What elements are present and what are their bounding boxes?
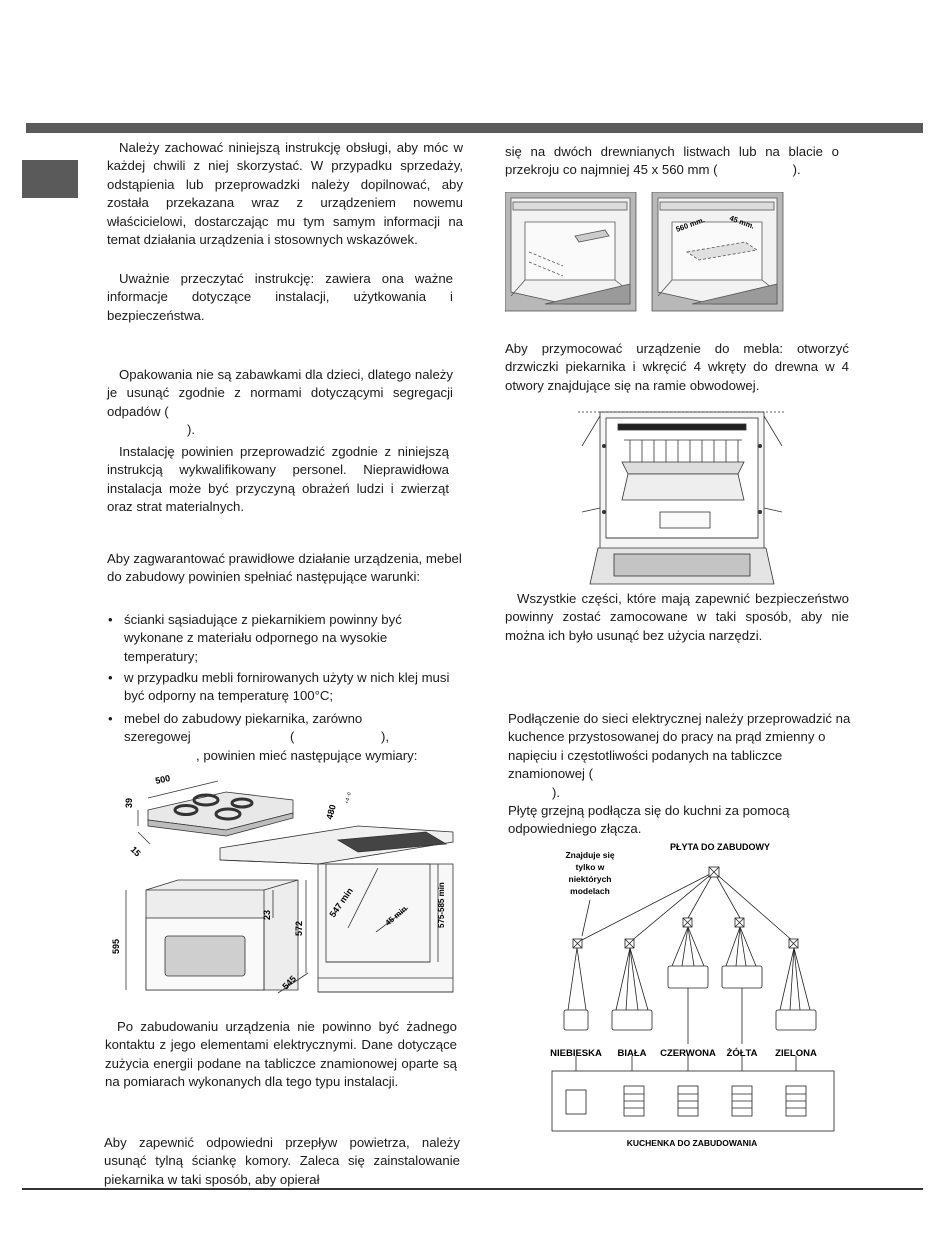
footer-line	[22, 1188, 923, 1190]
header-bar	[26, 123, 923, 133]
para-strips	[505, 143, 839, 180]
para-keep-manual	[107, 139, 463, 249]
cabinet-box	[318, 864, 453, 992]
para-read-instructions	[107, 270, 453, 325]
text: Wszystkie części, które mają zapewnić bezpieczeństwo powinny zostać zamocowane w taki sposób, aby nie można ich było usunąć bez użycia narzędzi.	[505, 591, 849, 643]
bullet-dimensions	[108, 710, 460, 766]
wiring-bottom-label: KUCHENKA DO ZABUDOWANIA	[626, 1138, 758, 1148]
bullet-dot: •	[108, 711, 113, 726]
dim-15: 15	[128, 844, 143, 859]
note-line-2: tylko w	[575, 862, 605, 872]
dim-23: 23	[262, 909, 272, 920]
connector-white	[612, 1010, 652, 1030]
built-in-dimensions-diagram	[108, 768, 458, 1013]
connector-green	[776, 1010, 816, 1030]
rear-plate	[660, 512, 710, 528]
text: , powinien mieć następujące wymiary:	[196, 747, 418, 763]
text: mebel do zabudowy piekarnika, zarówno	[124, 711, 363, 726]
text: Aby zapewnić odpowiedni przepływ powietrza, należy usunąć tylną ściankę komory. Zaleca się zainstalowanie piekarnika w taki sposób, aby opierał	[104, 1135, 460, 1187]
dim-547: 547 min	[327, 885, 355, 920]
section-tab	[22, 160, 78, 198]
dim-572: 572	[294, 920, 304, 936]
text: ).	[552, 784, 561, 800]
bullet-dot: •	[108, 612, 113, 627]
para-furniture	[107, 550, 463, 587]
wiring-diagram	[548, 838, 838, 1154]
connector-red	[668, 966, 708, 988]
text: w przypadku mebli fornirowanych użyty w nich klej musi być odporny na temperaturę 100°C;	[124, 670, 450, 704]
dim-595: 595	[111, 938, 121, 954]
text: (	[290, 729, 295, 745]
text: ).	[187, 422, 196, 438]
text: ),	[381, 729, 390, 745]
bullet-walls	[108, 611, 460, 666]
text: Podłączenie do sieci elektrycznej należy przeprowadzić na kuchence przystosowanej do pracy na prąd zmienny o napięciu i częstotliwości podanych na tabliczce znamionowej (	[508, 711, 851, 782]
wiring-top-label: PŁYTA DO ZABUDOWY	[670, 842, 770, 852]
screw-hole-3	[758, 444, 762, 448]
dim-480-tolerance: +4 -0	[344, 791, 353, 805]
oven-tray	[622, 474, 744, 500]
note-line-1: Znajduje się	[565, 850, 615, 860]
dim-45: 45 min	[383, 904, 409, 928]
para-packaging	[107, 366, 453, 440]
text: ).	[792, 162, 801, 178]
text: ścianki sąsiadujące z piekarnikiem powinny być wykonane z materiału odpornego na wysokie temperatury;	[124, 612, 402, 664]
para-safety-parts	[505, 590, 849, 645]
dim-480: 480	[324, 803, 338, 821]
label-green: ZIELONA	[775, 1048, 817, 1059]
text: Opakowania nie są zabawkami dla dzieci, dlatego należy je usunąć zgodnie z normami dotyczącymi segregacji odpadów (	[107, 367, 453, 419]
text: Aby zagwarantować prawidłowe działanie urządzenia, mebel do zabudowy powinien spełniać następujące warunki:	[107, 551, 462, 585]
text: Uważnie przeczytać instrukcję: zawiera ona ważne informacje dotyczące instalacji, użytkowania i bezpieczeństwa.	[107, 271, 453, 323]
dim-545: 545	[280, 973, 299, 992]
label-white: BIAŁA	[617, 1048, 647, 1059]
dim-575-585: 575-585 min	[437, 882, 446, 928]
oven-window	[165, 936, 245, 976]
dim-45mm: 45 mm.	[728, 213, 756, 231]
bullet-dot: •	[108, 670, 113, 685]
para-after-install	[105, 1018, 457, 1092]
screw-hole-1	[602, 444, 606, 448]
dim-39: 39	[124, 797, 134, 808]
text: Po zabudowaniu urządzenia nie powinno być żadnego kontaktu z jego elementami elektrycznymi. Dane dotyczące zużycia energii podane na tabliczce znamionowej oparte są na pomiarach wykonanych dla tego typu instalacji.	[105, 1019, 457, 1090]
door-glass	[614, 554, 750, 576]
para-installation	[107, 443, 449, 517]
bullet-glue	[108, 669, 460, 706]
label-red: CZERWONA	[660, 1048, 716, 1059]
label-yellow: ŻÓŁTA	[726, 1048, 758, 1059]
label-blue: NIEBIESKA	[550, 1048, 602, 1059]
connector-blue	[564, 1010, 588, 1030]
heating-element	[618, 424, 746, 430]
screw-hole-2	[602, 510, 606, 514]
text: Należy zachować niniejszą instrukcję obsługi, aby móc w każdej chwili z niej skorzystać. W przypadku sprzedaży, odstąpienia lub przeprowadzki należy dopilnować, aby została przekazana wraz z urządzeniem nowemu właścicielowi, dostarczając mu tym samym informacji na temat działania urządzenia i stosownych wskazówek.	[107, 140, 463, 248]
text: Aby przymocować urządzenie do mebla: otworzyć drzwiczki piekarnika i wkręcić 4 wkręty do drewna w 4 otwory znajdujące się na ramie obwodowej.	[505, 341, 849, 393]
dim-560: 560 mm.	[674, 215, 706, 234]
para-fixing	[505, 340, 849, 395]
connector-yellow	[722, 966, 762, 988]
screw-hole-4	[758, 510, 762, 514]
para-electrical	[508, 710, 862, 839]
note-line-3: niektórych	[568, 874, 612, 884]
oven-fixing-illustration	[578, 408, 784, 590]
note-line-4: modelach	[570, 886, 610, 896]
para-airflow	[104, 1134, 460, 1189]
text: szeregowej	[124, 729, 191, 745]
text: Płytę grzejną podłącza się do kuchni za pomocą odpowiedniego złącza.	[508, 803, 790, 837]
wooden-strips-illustration	[505, 192, 785, 312]
text: Instalację powinien przeprowadzić zgodnie z niniejszą instrukcją wykwalifikowany personel. Nieprawidłowa instalacja może być przyczyną obrażeń ludzi i zwierząt oraz strat materialnych.	[107, 444, 449, 515]
dim-500: 500	[154, 773, 172, 786]
text: się na dwóch drewnianych listwach lub na blacie o przekroju co najmniej 45 x 560 mm (	[505, 144, 839, 178]
